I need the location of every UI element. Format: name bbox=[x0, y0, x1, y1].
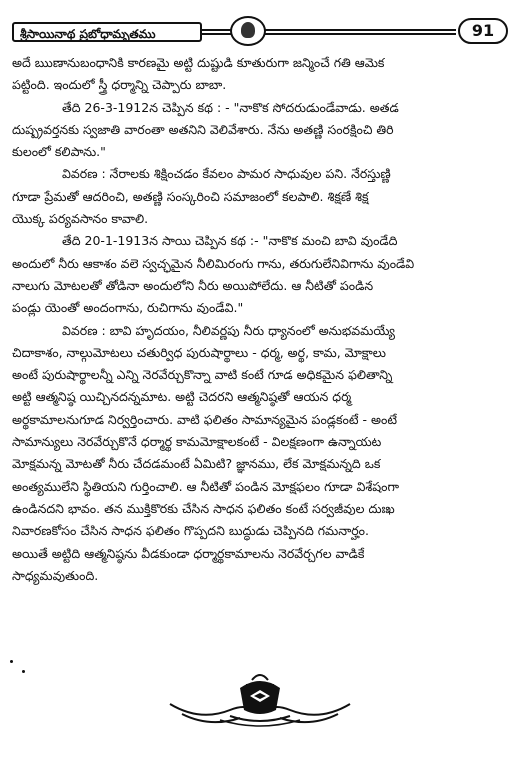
ink-dot bbox=[22, 670, 25, 673]
text-line: వివరణ : నేరాలకు శిక్షించడం కేవలం పామర సాధువుల పని. నేరస్తుణ్ణి bbox=[62, 166, 391, 182]
text-line: అంత్యములేని స్థితియని గుర్తించాలి. ఆ నీటితో పండిన మోక్షఫలం గూడా విశేషంగా bbox=[12, 478, 399, 494]
text-line: యొక్క పర్యవసానం కావాలి. bbox=[12, 211, 149, 227]
sai-baba-portrait-icon bbox=[230, 16, 266, 46]
text-line: చిదాకాశం, నాల్గుమోటలు చతుర్విధ పురుషార్థాలు - ధర్మ, అర్థ, కామ, మోక్షాలు bbox=[12, 344, 386, 360]
text-line: అట్టి ఆత్మనిష్ఠ యిచ్చినదన్నమాట. అట్టి చెదరని ఆత్మనిష్ఠతో ఆయన ధర్మ bbox=[12, 389, 352, 405]
text-line: పండ్లు యెంతో అందంగాను, రుచిగాను వుండేవి." bbox=[12, 300, 244, 316]
text-line: సామాన్యులు నెరవేర్చుకొనే ధర్మార్థ కామమోక్షాలకంటే - విలక్షణంగా ఉన్నాయట bbox=[12, 434, 382, 450]
text-line: మోక్షమన్న మోటతో నీరు చేదడమంటే ఏమిటి? జ్ఞానము, లేక మోక్షమన్నది ఒక bbox=[12, 456, 381, 472]
ink-dot bbox=[10, 660, 13, 663]
page-number: 91 bbox=[458, 18, 508, 44]
text-line: గూడా ప్రేమతో ఆదరించి, అతణ్ణి సంస్కరించి సమాజంలో కలపాలి. శిక్షణే శిక్ష bbox=[12, 188, 369, 204]
text-line: దుష్ప్రవర్తనకు స్వజాతి వారంతా అతనిని వెలివేశారు. నేను అతణ్ణి సంరక్షించి తిరి bbox=[12, 121, 394, 137]
text-line: అందులో నీరు ఆకాశం వలె స్వచ్ఛమైన నీలిమిరంగు గాను, తరుగులేనివిగాను వుండేవి bbox=[12, 255, 415, 271]
text-line: నివారణకోసం చేసిన సాధన ఫలితం గొప్పదని బుద్ధుడు చెప్పినది గమనార్హం. bbox=[12, 523, 369, 539]
portrait-face bbox=[241, 22, 255, 38]
text-line: పట్టింది. ఇందులో స్త్రీ ధర్మాన్ని చెప్పారు బాబా. bbox=[12, 77, 227, 93]
kalasham-ornament-icon bbox=[160, 670, 360, 730]
page-header bbox=[6, 22, 512, 48]
text-line: కులంలో కలిపాను." bbox=[12, 144, 106, 160]
text-line: వివరణ : బావి హృదయం, నీలివర్ణపు నీరు ధ్యానంలో అనుభవమయ్యే bbox=[62, 322, 395, 338]
text-line: నాలుగు మోటలతో తోడినా అందులోని నీరు అయిపోలేదు. ఆ నీటితో పండిన bbox=[12, 277, 374, 293]
text-line: అయితే అట్టిది ఆత్మనిష్ఠను వీడకుండా ధర్మార్థకామాలను నెరవేర్చగల వాడికే bbox=[12, 545, 365, 561]
text-line: అదే ఋణానుబంధానికి కారణమై అట్టి దుష్టుడి కూతురుగా జన్మించే గతి ఆమెక bbox=[12, 55, 385, 70]
text-line: తేది 26-3-1912న చెప్పిన కథ : - "నాకొక సోదరుడుండేవాడు. అతడ bbox=[62, 99, 399, 115]
text-line: తేది 20-1-1913న సాయి చెప్పిన కథ :- "నాకొక మంచి బావి వుండేది bbox=[62, 233, 398, 249]
text-line: అర్థకామాలనుగూడ నిర్వర్తించారు. వాటి ఫలితం సామాన్యమైన పండ్లకంటే - అంటే bbox=[12, 411, 397, 427]
text-line: సాధ్యమవుతుంది. bbox=[12, 567, 99, 583]
text-line: ఉండినదని భావం. తన ముక్తికొరకు చేసిన సాధన ఫలితం కంటే సర్వజీవుల దుఃఖ bbox=[12, 500, 395, 516]
page-body bbox=[12, 52, 512, 587]
text-line: అంటే పురుషార్థాలన్నీ ఎన్ని నెరవేర్చుకొన్నా వాటి కంటే గూడ అధికమైన ఫలితాన్ని bbox=[12, 367, 393, 383]
book-title: శ్రీసాయినాథ ప్రబోధామృతము bbox=[12, 22, 202, 42]
